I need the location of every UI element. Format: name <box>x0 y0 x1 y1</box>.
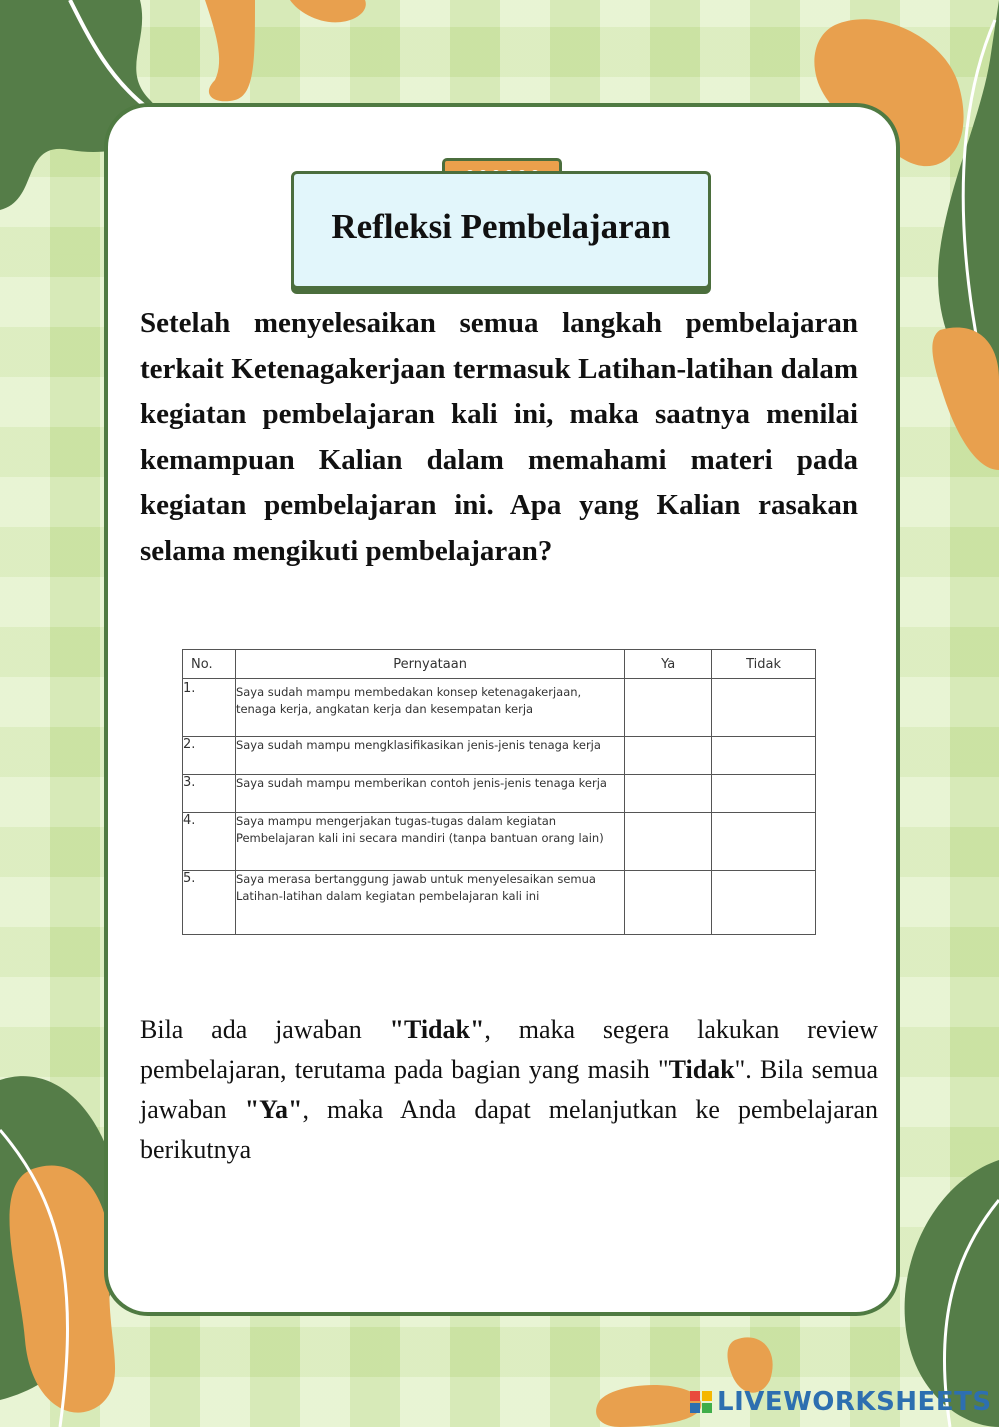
orange-blob-right-mid <box>932 327 999 470</box>
orange-blob-top-2 <box>290 0 366 22</box>
brand-name: LIVEWORKSHEETS <box>717 1387 992 1417</box>
header-no-answer: Tidak <box>712 650 816 679</box>
orange-blob-top <box>205 0 255 101</box>
table-row <box>183 871 816 935</box>
table-row <box>183 775 816 813</box>
instruction-text: ". Bila semua jawaban <box>140 1055 878 1124</box>
row-number: 1. <box>183 679 236 737</box>
row-number: 2. <box>183 737 236 775</box>
table-header-row <box>183 650 816 679</box>
instruction-emphasis-tidak: Tidak <box>668 1055 735 1084</box>
page-title: Refleksi Pembelajaran <box>331 207 671 246</box>
header-yes: Ya <box>625 650 712 679</box>
table-row <box>183 813 816 871</box>
instruction-emphasis-tidak: "Tidak" <box>389 1015 485 1044</box>
row-statement: Saya sudah mampu membedakan konsep ketenagakerjaan, tenaga kerja, angkatan kerja dan kesempatan kerja <box>235 679 624 737</box>
orange-blob-bottom-center <box>596 1385 701 1427</box>
instruction-text: , maka segera lakukan review pembelajaran, terutama pada bagian yang masih " <box>140 1015 878 1084</box>
answer-no-cell[interactable] <box>712 679 816 737</box>
row-number: 3. <box>183 775 236 813</box>
table-row <box>183 737 816 775</box>
title-box <box>291 171 711 289</box>
instruction-emphasis-ya: "Ya" <box>244 1095 303 1124</box>
answer-yes-cell[interactable] <box>625 813 712 871</box>
row-number: 5. <box>183 871 236 935</box>
orange-blob-bottom-right <box>727 1337 772 1392</box>
intro-paragraph: Setelah menyelesaikan semua langkah pembelajaran terkait Ketenagakerjaan termasuk Latihan-latihan dalam kegiatan pembelajaran kali ini, maka saatnya menilai kemampuan Kalian dalam memahami materi pada kegiatan pembelajaran ini. Apa yang Kalian rasakan selama mengikuti pembelajaran? <box>140 307 858 567</box>
answer-no-cell[interactable] <box>712 871 816 935</box>
instruction-text: Bila ada jawaban <box>140 1015 390 1044</box>
brand-logo-icon <box>690 1391 712 1413</box>
answer-no-cell[interactable] <box>712 775 816 813</box>
answer-no-cell[interactable] <box>712 737 816 775</box>
row-statement: Saya mampu mengerjakan tugas-tugas dalam kegiatan Pembelajaran kali ini secara mandiri (tanpa bantuan orang lain) <box>235 813 624 871</box>
reflection-table <box>182 649 816 935</box>
answer-no-cell[interactable] <box>712 813 816 871</box>
answer-yes-cell[interactable] <box>625 737 712 775</box>
row-statement: Saya merasa bertanggung jawab untuk menyelesaikan semua Latihan-latihan dalam kegiatan pembelajaran kali ini <box>235 871 624 935</box>
instruction-text: , maka Anda dapat melanjutkan ke pembelajaran berikutnya <box>140 1095 878 1164</box>
answer-yes-cell[interactable] <box>625 679 712 737</box>
row-statement: Saya sudah mampu mengklasifikasikan jenis-jenis tenaga kerja <box>235 737 624 775</box>
instruction-paragraph <box>140 1010 878 1170</box>
header-statement: Pernyataan <box>235 650 624 679</box>
brand-watermark <box>690 1386 992 1418</box>
row-number: 4. <box>183 813 236 871</box>
row-statement: Saya sudah mampu memberikan contoh jenis-jenis tenaga kerja <box>235 775 624 813</box>
answer-yes-cell[interactable] <box>625 775 712 813</box>
header-no: No. <box>183 650 236 679</box>
table-row <box>183 679 816 737</box>
answer-yes-cell[interactable] <box>625 871 712 935</box>
